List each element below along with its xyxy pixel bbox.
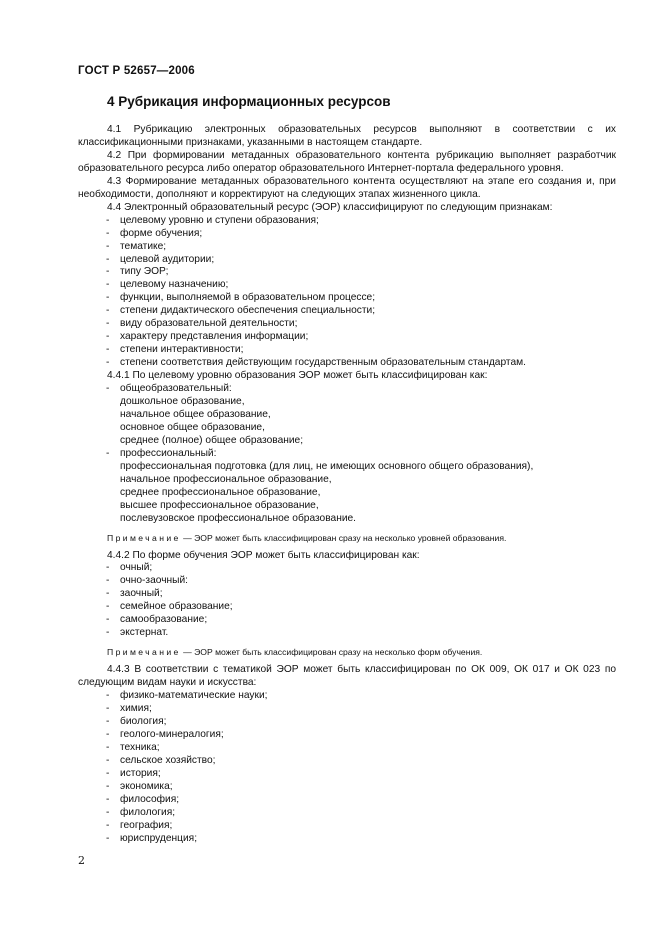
list-item: - степени интерактивности;	[106, 344, 244, 356]
note-2	[78, 646, 616, 659]
general-education-item: - общеобразовательный:	[106, 383, 232, 395]
list-item: - экстернат.	[106, 627, 169, 639]
list-item: - экономика;	[106, 780, 173, 792]
list-item: - юриспруденция;	[106, 832, 198, 844]
list-item: - форме обучения;	[106, 227, 203, 239]
document-header: ГОСТ Р 52657—2006	[78, 65, 195, 77]
sub-item: среднее (полное) общее образование;	[120, 434, 304, 446]
list-item: - степени дидактического обеспечения специальности;	[106, 305, 376, 317]
paragraph-4-2: 4.2 При формировании метаданных образовательного контента рубрикацию выполняет разработчик образовательного ресурса либо оператор образовательного Интернет-портала федерального уровня.	[78, 149, 616, 174]
section-title: 4 Рубрикация информационных ресурсов	[107, 94, 391, 109]
sub-item: профессиональная подготовка (для лиц, не имеющих основного общего образования),	[120, 460, 534, 472]
paragraph-4-4-2: 4.4.2 По форме обучения ЭОР может быть классифицирован как:	[107, 549, 420, 561]
paragraph-4-4: 4.4 Электронный образовательный ресурс (ЭОР) классифицируют по следующим признакам:	[107, 201, 553, 213]
list-item: - физико-математические науки;	[106, 690, 268, 702]
sub-item: высшее профессиональное образование,	[120, 499, 319, 511]
paragraph-4-4-1: 4.4.1 По целевому уровню образования ЭОР может быть классифицирован как:	[107, 370, 488, 382]
document-body	[78, 124, 616, 845]
list-item: - техника;	[106, 741, 160, 753]
list-item: - сельское хозяйство;	[106, 754, 216, 766]
note-text: — ЭОР может быть классифицирован сразу на несколько форм обучения.	[180, 647, 483, 658]
list-item: - самообразование;	[106, 614, 208, 626]
list-item: - филология;	[106, 806, 176, 818]
list-item: - типу ЭОР;	[106, 266, 169, 278]
list-item: - целевому назначению;	[106, 279, 229, 291]
list-item: - геолого-минералогия;	[106, 728, 224, 740]
sub-item: послевузовское профессиональное образование.	[120, 512, 357, 524]
list-item: - функции, выполняемой в образовательном процессе;	[106, 292, 376, 304]
list-item: - заочный;	[106, 588, 163, 600]
page-number: 2	[78, 854, 85, 867]
list-item: - география;	[106, 819, 173, 831]
sub-item: дошкольное образование,	[120, 396, 245, 408]
paragraph-4-4-3: 4.4.3 В соответствии с тематикой ЭОР может быть классифицирован по ОК 009, ОК 017 и ОК 023 по следующим видам науки и искусства:	[78, 664, 616, 689]
professional-education-item: - профессиональный:	[106, 447, 217, 459]
paragraph-4-3: 4.3 Формирование метаданных образовательного контента осуществляют на этапе его создания и, при необходимости, дополняют и корректируют на следующих этапах жизненного цикла.	[78, 175, 616, 200]
list-item: - характеру представления информации;	[106, 331, 309, 343]
list-item: - история;	[106, 767, 161, 779]
list-item: - химия;	[106, 702, 152, 714]
list-item: - целевому уровню и ступени образования;	[106, 214, 319, 226]
classification-list	[78, 215, 616, 370]
sub-item: среднее профессиональное образование,	[120, 486, 321, 498]
list-item: - тематике;	[106, 240, 167, 252]
list-item: - очно-заочный:	[106, 575, 188, 587]
sub-item: начальное профессиональное образование,	[120, 473, 332, 485]
note-text: — ЭОР может быть классифицирован сразу на несколько уровней образования.	[180, 532, 507, 543]
list-item: - очный;	[106, 562, 153, 574]
list-item: - семейное образование;	[106, 601, 233, 613]
list-item: - виду образовательной деятельности;	[106, 318, 298, 330]
paragraph-4-1: 4.1 Рубрикацию электронных образовательных ресурсов выполняют в соответствии с их классификационными признаками, указанными в настоящем стандарте.	[78, 124, 616, 148]
note-1	[78, 532, 616, 545]
note-label: Примечание	[107, 532, 181, 543]
list-item: - целевой аудитории;	[106, 253, 215, 265]
sub-item: основное общее образование,	[120, 421, 265, 433]
list-item: - биология;	[106, 715, 167, 727]
list-item: - философия;	[106, 793, 180, 805]
sub-item: начальное общее образование,	[120, 408, 271, 420]
note-label: Примечание	[107, 647, 181, 658]
list-item: - степени соответствия действующим государственным образовательным стандартам.	[106, 357, 526, 369]
